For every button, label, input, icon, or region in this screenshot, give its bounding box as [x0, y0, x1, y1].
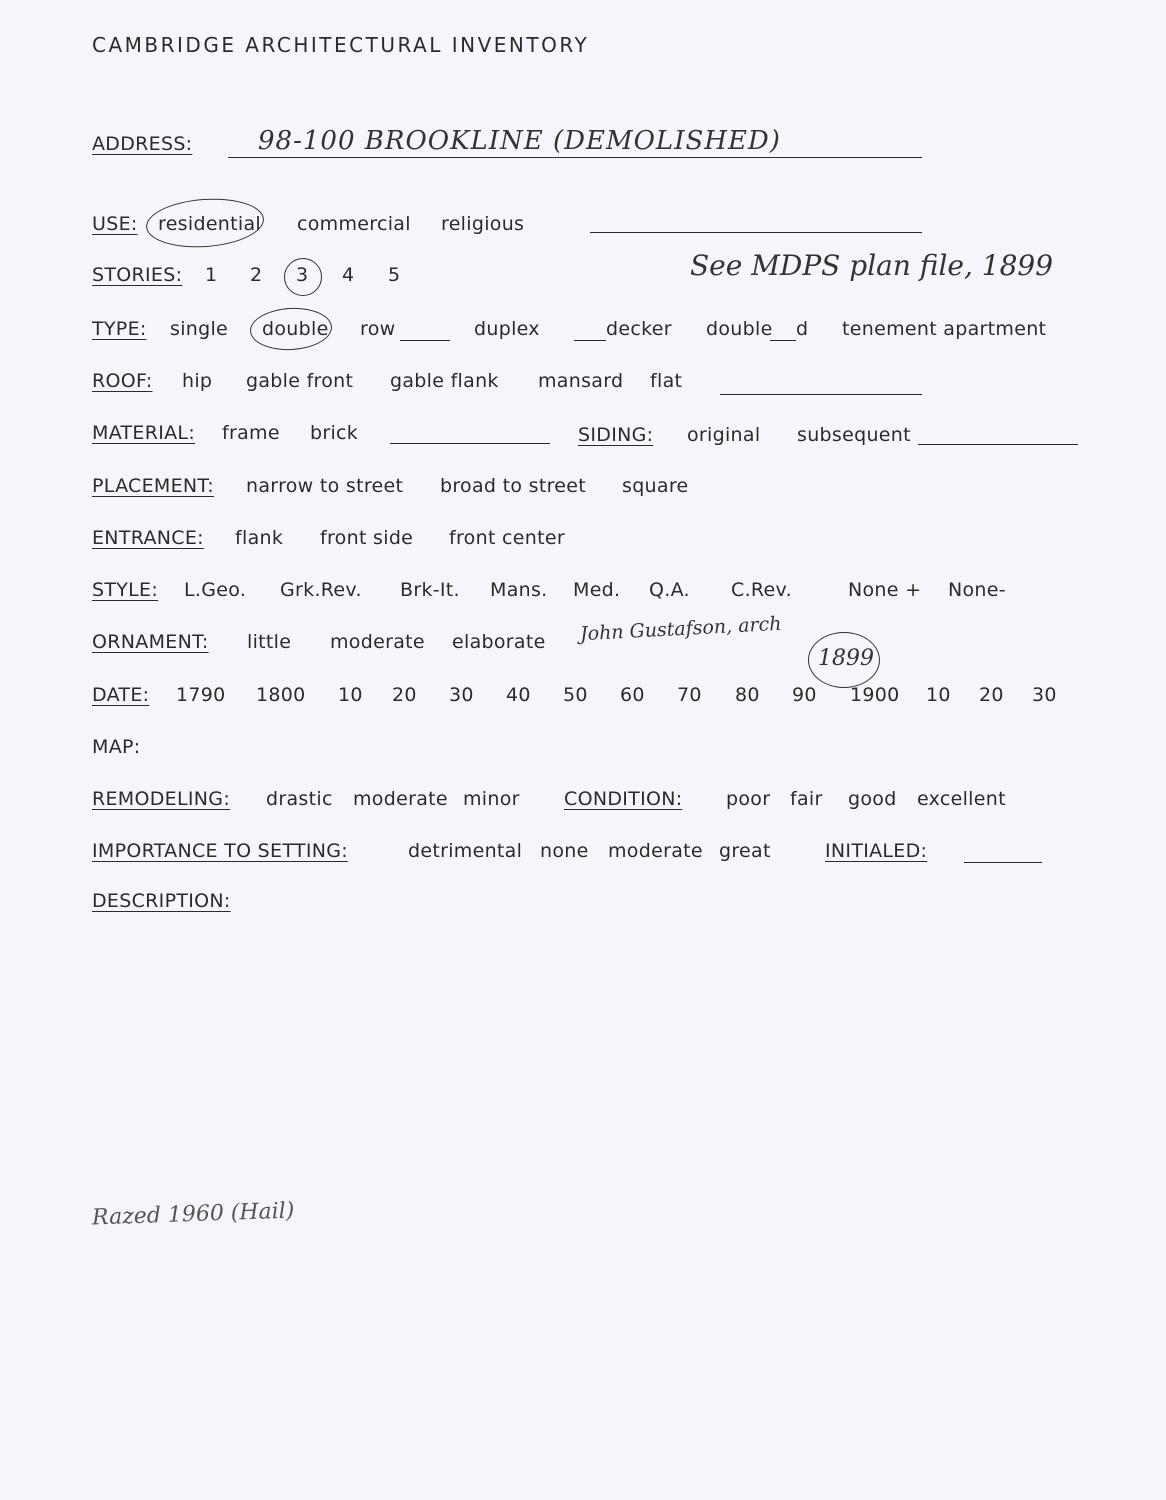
roof-other-line[interactable] — [720, 394, 922, 395]
type-option-double-decker[interactable]: double — [706, 318, 773, 340]
type-double-d-blank[interactable] — [770, 340, 796, 341]
stories-option-3[interactable]: 3 — [296, 264, 309, 286]
date-option-1810[interactable]: 10 — [338, 684, 363, 706]
style-option-crev[interactable]: C.Rev. — [731, 579, 792, 601]
date-label: DATE: — [92, 684, 150, 706]
initialed-label: INITIALED: — [825, 840, 928, 862]
remodeling-option-drastic[interactable]: drastic — [266, 788, 333, 810]
style-label: STYLE: — [92, 579, 159, 601]
initialed-line[interactable] — [964, 862, 1042, 863]
stories-label: STORIES: — [92, 264, 183, 286]
type-decker-blank[interactable] — [574, 340, 606, 341]
stories-option-2[interactable]: 2 — [250, 264, 263, 286]
form-title: CAMBRIDGE ARCHITECTURAL INVENTORY — [92, 33, 590, 57]
remodeling-option-minor[interactable]: minor — [463, 788, 520, 810]
type-option-double[interactable]: double — [262, 318, 329, 340]
date-option-1860[interactable]: 60 — [620, 684, 645, 706]
siding-option-original[interactable]: original — [687, 424, 761, 446]
date-option-1790[interactable]: 1790 — [176, 684, 226, 706]
condition-label: CONDITION: — [564, 788, 683, 810]
type-option-single[interactable]: single — [170, 318, 229, 340]
ornament-label: ORNAMENT: — [92, 631, 209, 653]
condition-option-good[interactable]: good — [848, 788, 897, 810]
placement-option-broad[interactable]: broad to street — [440, 475, 587, 497]
ornament-note: John Gustafson, arch — [579, 612, 782, 646]
ornament-option-elaborate[interactable]: elaborate — [452, 631, 546, 653]
roof-option-gable-front[interactable]: gable front — [246, 370, 354, 392]
siding-label: SIDING: — [578, 424, 654, 446]
use-option-commercial[interactable]: commercial — [297, 213, 411, 235]
importance-option-detrimental[interactable]: detrimental — [408, 840, 523, 862]
date-option-1870[interactable]: 70 — [677, 684, 702, 706]
material-other-line[interactable] — [390, 443, 550, 444]
stories-note: See MDPS plan file, 1899 — [690, 249, 1054, 282]
use-option-religious[interactable]: religious — [441, 213, 525, 235]
condition-option-excellent[interactable]: excellent — [917, 788, 1006, 810]
remodeling-label: REMODELING: — [92, 788, 231, 810]
roof-label: ROOF: — [92, 370, 153, 392]
type-option-row[interactable]: row — [360, 318, 396, 340]
importance-option-none[interactable]: none — [540, 840, 589, 862]
address-line — [228, 157, 922, 158]
date-option-1880[interactable]: 80 — [735, 684, 760, 706]
type-label: TYPE: — [92, 318, 147, 340]
address-value: 98-100 BROOKLINE (DEMOLISHED) — [258, 126, 781, 156]
date-option-1910[interactable]: 10 — [926, 684, 951, 706]
material-option-brick[interactable]: brick — [310, 422, 359, 444]
use-option-residential[interactable]: residential — [158, 213, 262, 235]
stories-option-1[interactable]: 1 — [205, 264, 218, 286]
siding-option-subsequent[interactable]: subsequent — [797, 424, 911, 446]
material-option-frame[interactable]: frame — [222, 422, 280, 444]
style-option-qa[interactable]: Q.A. — [649, 579, 690, 601]
placement-option-narrow[interactable]: narrow to street — [246, 475, 404, 497]
date-option-1900[interactable]: 1900 — [850, 684, 900, 706]
placement-label: PLACEMENT: — [92, 475, 214, 497]
type-option-d[interactable]: d — [796, 318, 809, 340]
stories-option-5[interactable]: 5 — [388, 264, 401, 286]
style-option-brkit[interactable]: Brk-It. — [400, 579, 460, 601]
style-option-mans[interactable]: Mans. — [490, 579, 548, 601]
roof-option-hip[interactable]: hip — [182, 370, 213, 392]
ornament-option-little[interactable]: little — [247, 631, 292, 653]
date-note: 1899 — [818, 646, 874, 671]
entrance-option-front-center[interactable]: front center — [449, 527, 565, 549]
placement-option-square[interactable]: square — [622, 475, 689, 497]
selection-circle-icon — [249, 306, 333, 352]
date-option-1830[interactable]: 30 — [449, 684, 474, 706]
razed-note: Razed 1960 (Hail) — [91, 1198, 295, 1231]
type-option-decker[interactable]: decker — [606, 318, 672, 340]
selection-circle-icon — [144, 195, 265, 251]
importance-label: IMPORTANCE TO SETTING: — [92, 840, 348, 862]
ornament-option-moderate[interactable]: moderate — [330, 631, 425, 653]
type-row-blank[interactable] — [400, 340, 450, 341]
importance-option-great[interactable]: great — [719, 840, 771, 862]
condition-option-poor[interactable]: poor — [726, 788, 771, 810]
roof-option-gable-flank[interactable]: gable flank — [390, 370, 499, 392]
importance-option-moderate[interactable]: moderate — [608, 840, 703, 862]
entrance-option-front-side[interactable]: front side — [320, 527, 414, 549]
date-option-1920[interactable]: 20 — [979, 684, 1004, 706]
type-option-duplex[interactable]: duplex — [474, 318, 540, 340]
use-other-line[interactable] — [590, 232, 922, 233]
use-label: USE: — [92, 213, 138, 235]
siding-other-line[interactable] — [918, 444, 1078, 445]
address-label: ADDRESS: — [92, 133, 193, 155]
selection-circle-icon — [284, 258, 322, 296]
date-option-1890[interactable]: 90 — [792, 684, 817, 706]
roof-option-flat[interactable]: flat — [650, 370, 683, 392]
date-option-1800[interactable]: 1800 — [256, 684, 306, 706]
stories-option-4[interactable]: 4 — [342, 264, 355, 286]
style-option-none-plus[interactable]: None + — [848, 579, 922, 601]
date-option-1850[interactable]: 50 — [563, 684, 588, 706]
date-option-1820[interactable]: 20 — [392, 684, 417, 706]
style-option-med[interactable]: Med. — [573, 579, 621, 601]
style-option-lgeo[interactable]: L.Geo. — [184, 579, 247, 601]
roof-option-mansard[interactable]: mansard — [538, 370, 624, 392]
style-option-none-minus[interactable]: None- — [948, 579, 1006, 601]
material-label: MATERIAL: — [92, 422, 196, 444]
map-label: MAP: — [92, 736, 141, 758]
date-option-1840[interactable]: 40 — [506, 684, 531, 706]
description-label: DESCRIPTION: — [92, 890, 231, 912]
remodeling-option-moderate[interactable]: moderate — [353, 788, 448, 810]
type-option-tenement[interactable]: tenement apartment — [842, 318, 1047, 340]
style-option-grkrev[interactable]: Grk.Rev. — [280, 579, 362, 601]
entrance-label: ENTRANCE: — [92, 527, 204, 549]
condition-option-fair[interactable]: fair — [790, 788, 823, 810]
date-option-1930[interactable]: 30 — [1032, 684, 1057, 706]
entrance-option-flank[interactable]: flank — [235, 527, 284, 549]
